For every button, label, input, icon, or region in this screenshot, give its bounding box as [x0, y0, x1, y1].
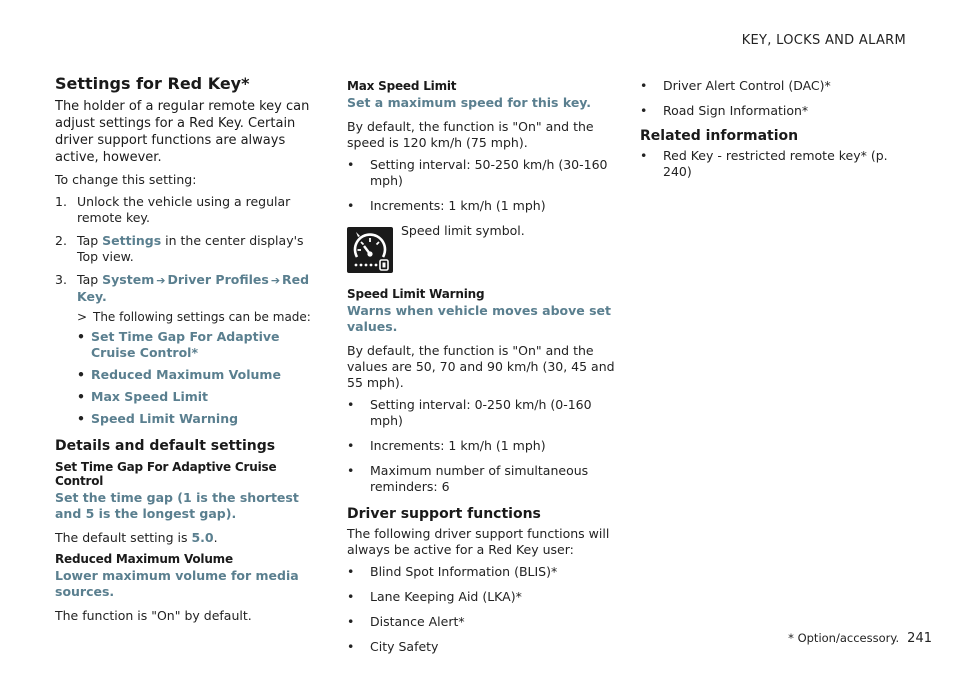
option-reduced-volume: • Reduced Maximum Volume [77, 367, 320, 383]
steps-list [55, 194, 320, 427]
column-3 [640, 78, 920, 189]
page-number: 241 [907, 631, 932, 646]
reduced-volume-desc: Lower maximum volume for media sources. [55, 568, 299, 599]
settings-link: Settings [102, 233, 162, 248]
step-result [77, 309, 320, 325]
settings-options-list [77, 329, 320, 427]
driver-support-heading: Driver support functions [347, 506, 541, 522]
time-gap-desc: Set the time gap (1 is the shortest and 5 is the longest gap). [55, 490, 299, 521]
reduced-volume-default: The function is "On" by default. [55, 608, 252, 623]
speed-limit-symbol-row [347, 223, 615, 281]
step-text-post: in the center display's Top view. [77, 233, 304, 264]
result-marker: > [77, 310, 88, 324]
max-speed-desc: Set a maximum speed for this key. [347, 95, 592, 110]
speed-warning-heading: Speed Limit Warning [347, 287, 485, 301]
symbol-caption: Speed limit symbol. [401, 223, 525, 238]
step-number: 1. [55, 194, 67, 209]
step-text-pre: Tap [77, 272, 99, 287]
result-text: The following settings can be made: [93, 310, 311, 324]
column-2 [347, 79, 615, 664]
related-info-heading: Related information [640, 128, 799, 144]
step-3 [55, 272, 320, 427]
time-gap-heading: Set Time Gap For Adaptive Cruise Control [55, 460, 277, 488]
step-number: 2. [55, 233, 67, 248]
speed-limit-icon [347, 227, 393, 273]
max-speed-heading: Max Speed Limit [347, 79, 457, 93]
list-item: • Road Sign Information* [640, 103, 920, 119]
speed-warning-desc: Warns when vehicle moves above set values. [347, 303, 612, 334]
intro-text: To change this setting: [55, 172, 197, 187]
step-text: Unlock the vehicle using a regular remote key. [77, 194, 291, 225]
red-key-link: Red Key. [77, 272, 310, 304]
list-item: • Setting interval: 0-250 km/h (0-160 mph) [347, 397, 615, 429]
column-1 [55, 74, 320, 630]
step-text-pre: Tap [77, 233, 99, 248]
list-item: • Driver Alert Control (DAC)* [640, 78, 920, 94]
default-post: . [213, 530, 218, 545]
driver-support-intro: The following driver support functions will always be active for a Red Key user: [347, 526, 610, 557]
arrow-right-icon: ➔ [156, 274, 166, 287]
list-item: • Increments: 1 km/h (1 mph) [347, 438, 615, 454]
details-heading: Details and default settings [55, 438, 276, 454]
list-item: • Lane Keeping Aid (LKA)* [347, 589, 615, 605]
option-note: * Option/accessory. [788, 631, 900, 645]
list-item: • Blind Spot Information (BLIS)* [347, 564, 615, 580]
step-1 [55, 194, 320, 226]
driver-support-list-cont [640, 78, 920, 119]
default-value: 5.0 [191, 530, 214, 545]
running-header: KEY, LOCKS AND ALARM [741, 33, 906, 48]
time-gap-default [55, 530, 320, 546]
speed-warning-bullets [347, 397, 615, 495]
list-item: • Increments: 1 km/h (1 mph) [347, 198, 615, 214]
speed-warning-default: By default, the function is "On" and the values are 50, 70 and 90 km/h (30, 45 and 55 mph). [347, 343, 615, 390]
page-footer [788, 631, 932, 646]
page-title: Settings for Red Key* [55, 74, 250, 93]
list-item: • City Safety [347, 639, 615, 655]
arrow-right-icon: ➔ [270, 274, 281, 287]
reduced-volume-heading: Reduced Maximum Volume [55, 552, 233, 566]
lead-paragraph: The holder of a regular remote key can adjust settings for a Red Key. Certain driver support functions are always active, however. [55, 99, 310, 165]
list-item: • Distance Alert* [347, 614, 615, 630]
option-time-gap: • Set Time Gap For Adaptive Cruise Control* [77, 329, 320, 361]
step-number: 3. [55, 272, 67, 287]
max-speed-bullets [347, 157, 615, 214]
default-pre: The default setting is [55, 530, 188, 545]
max-speed-default: By default, the function is "On" and the speed is 120 km/h (75 mph). [347, 119, 594, 150]
system-link: System [102, 272, 155, 287]
option-speed-warning: • Speed Limit Warning [77, 411, 320, 427]
step-2 [55, 233, 320, 265]
related-info-list [640, 148, 920, 180]
related-link[interactable]: • Red Key - restricted remote key* (p. 240) [640, 148, 920, 180]
option-max-speed: • Max Speed Limit [77, 389, 320, 405]
driver-profiles-link: Driver Profiles [167, 272, 269, 287]
driver-support-list [347, 564, 615, 655]
list-item: • Setting interval: 50-250 km/h (30-160 mph) [347, 157, 615, 189]
list-item: • Maximum number of simultaneous reminders: 6 [347, 463, 615, 495]
